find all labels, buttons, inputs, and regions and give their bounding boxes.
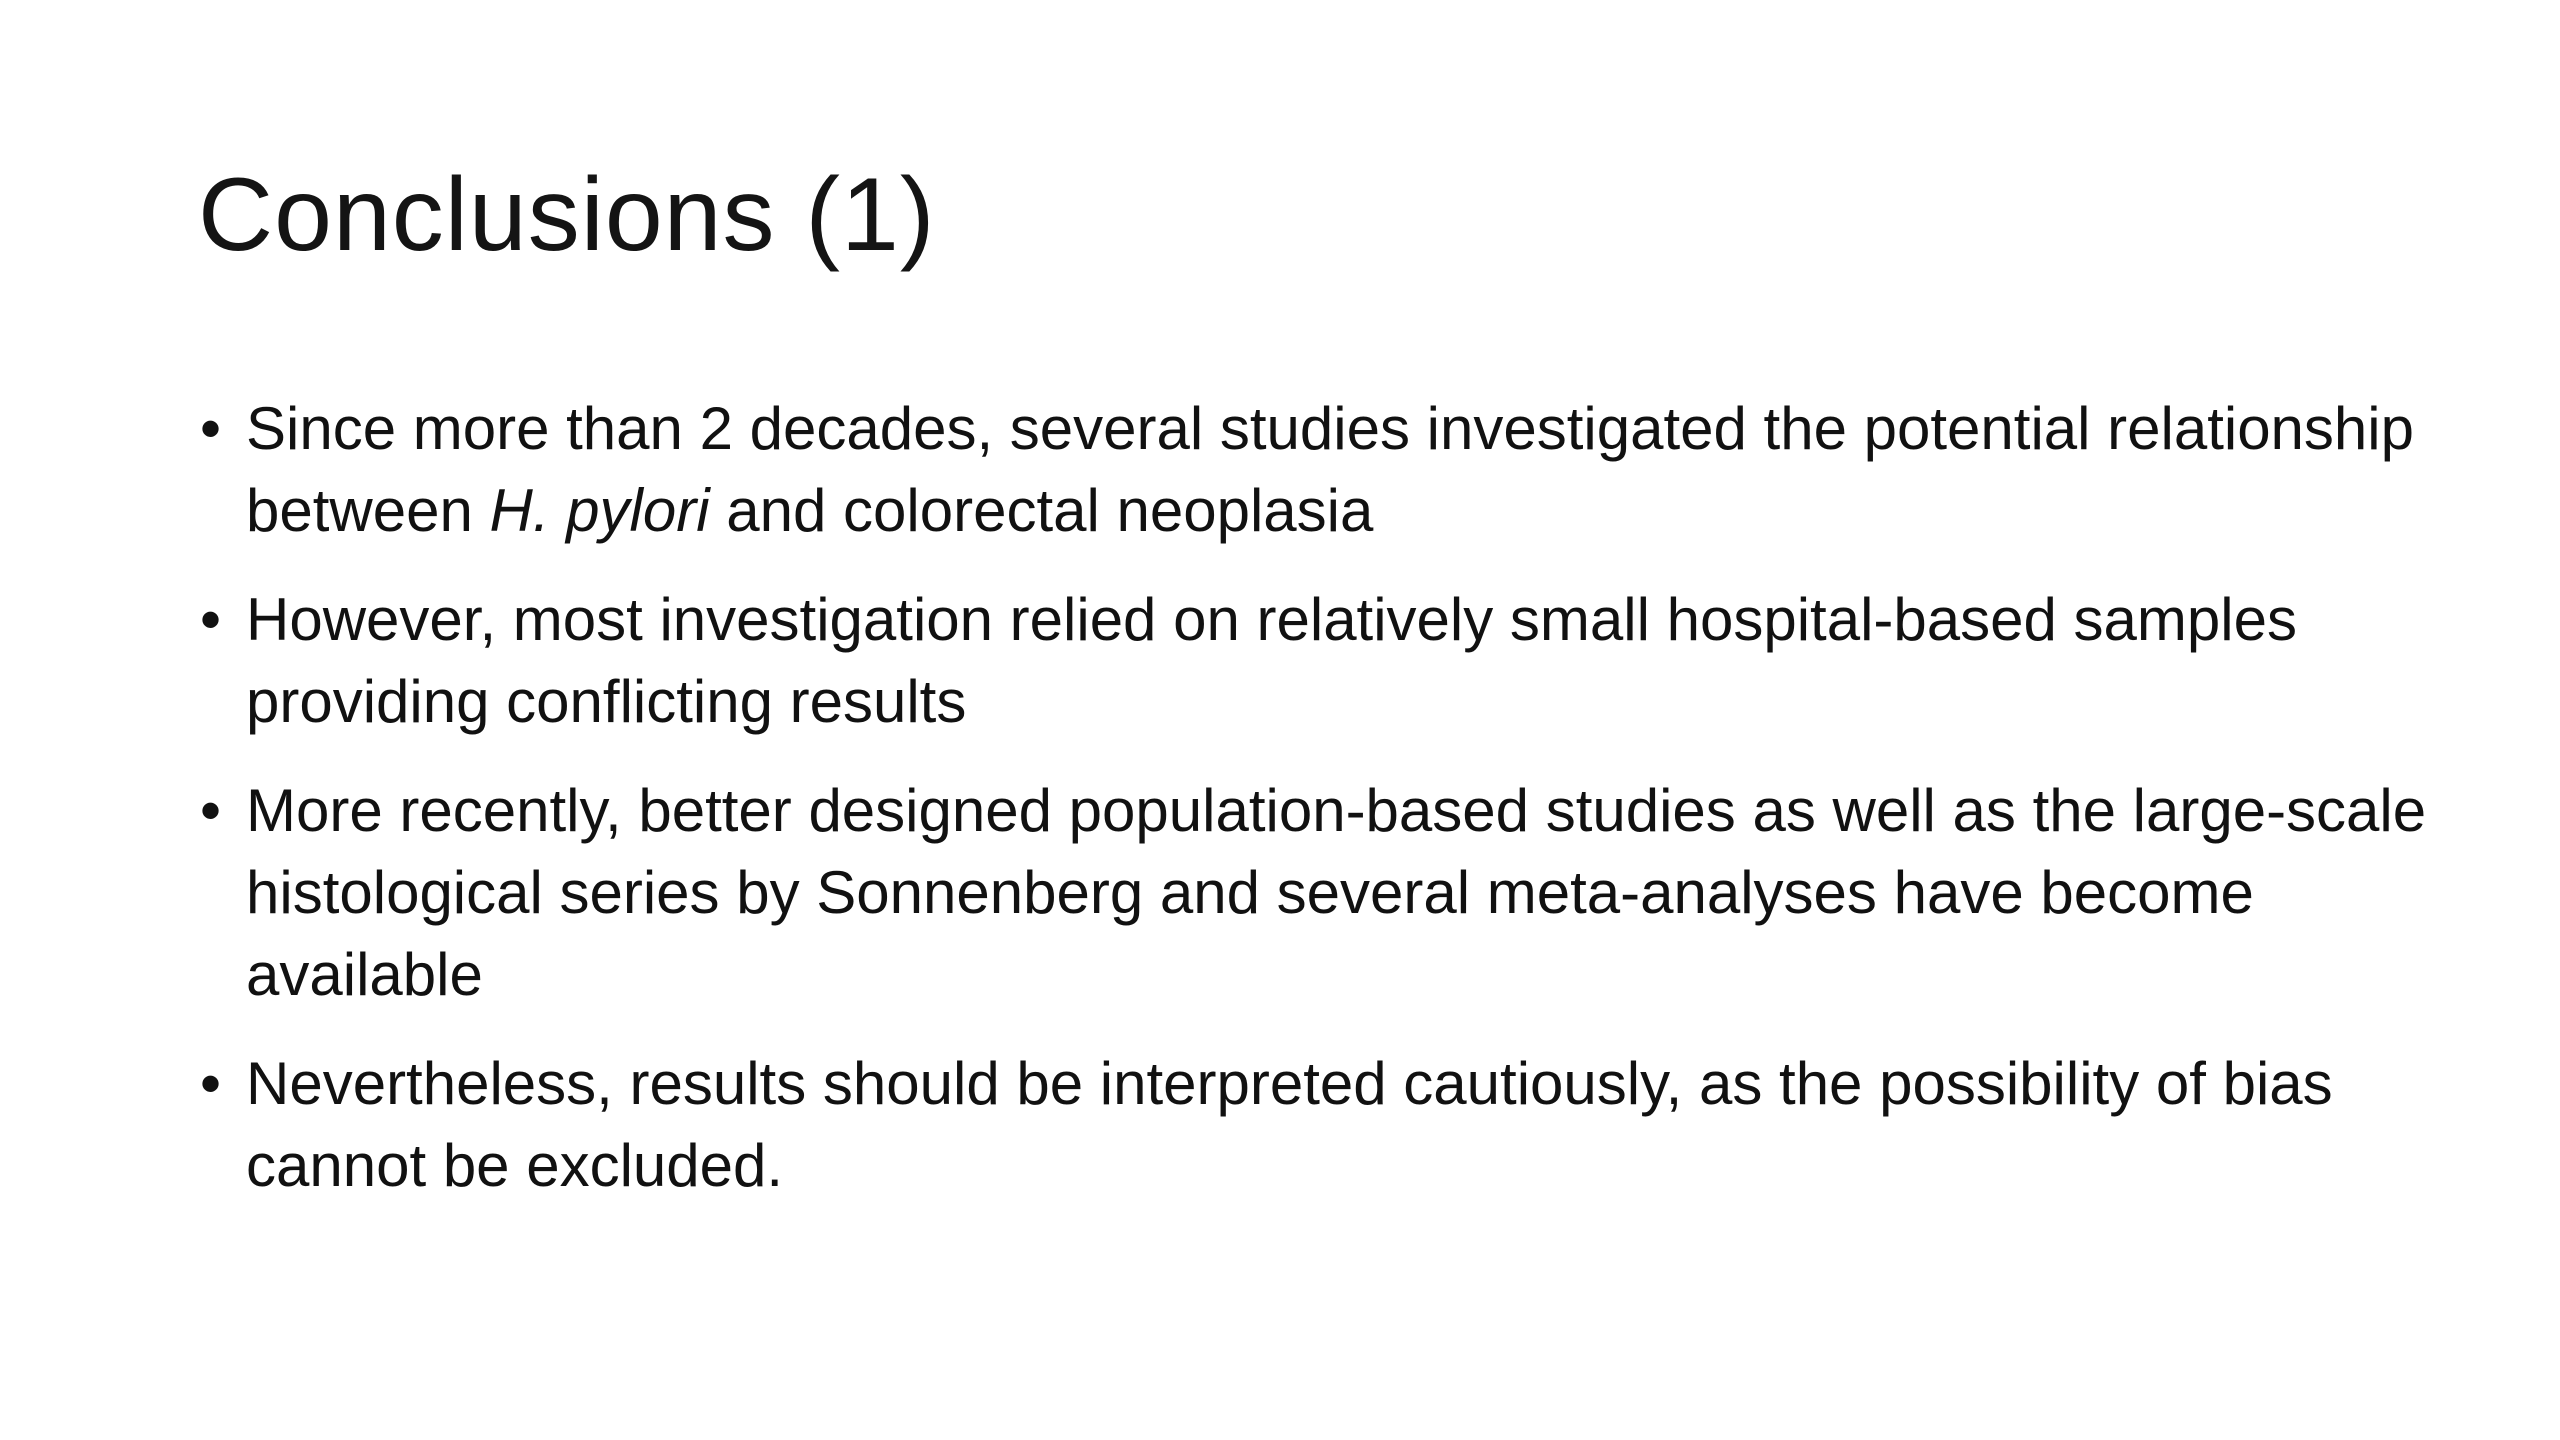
bullet-list xyxy=(198,388,2428,1234)
bullet-dot-icon: • xyxy=(200,395,222,462)
bullet-dot-icon: • xyxy=(200,777,222,844)
bullet-text xyxy=(246,777,2426,1008)
bullet-text-segment: More recently, better designed population-based studies as well as the large-scale histological series by Sonnenberg and several meta-analyses have become available xyxy=(246,777,2427,1008)
bullet-text-segment: and colorectal neoplasia xyxy=(709,477,1374,544)
bullet-item xyxy=(198,1043,2428,1207)
bullet-dot-icon: • xyxy=(200,1050,222,1117)
bullet-text-segment-italic: H. pylori xyxy=(489,477,710,544)
bullet-text-segment: Nevertheless, results should be interpreted cautiously, as the possibility of bias cannot be excluded. xyxy=(246,1050,2333,1199)
bullet-text xyxy=(246,395,2414,544)
bullet-item xyxy=(198,770,2428,1016)
slide-title: Conclusions (1) xyxy=(198,157,936,273)
bullet-text xyxy=(246,1050,2333,1199)
bullet-item xyxy=(198,579,2428,743)
bullet-text-segment: However, most investigation relied on relatively small hospital-based samples providing conflicting results xyxy=(246,586,2297,735)
bullet-text-segment: Since more than 2 decades, several studies investigated the potential relationship between xyxy=(246,395,2414,544)
bullet-item xyxy=(198,388,2428,552)
bullet-dot-icon: • xyxy=(200,586,222,653)
bullet-text xyxy=(246,586,2297,735)
